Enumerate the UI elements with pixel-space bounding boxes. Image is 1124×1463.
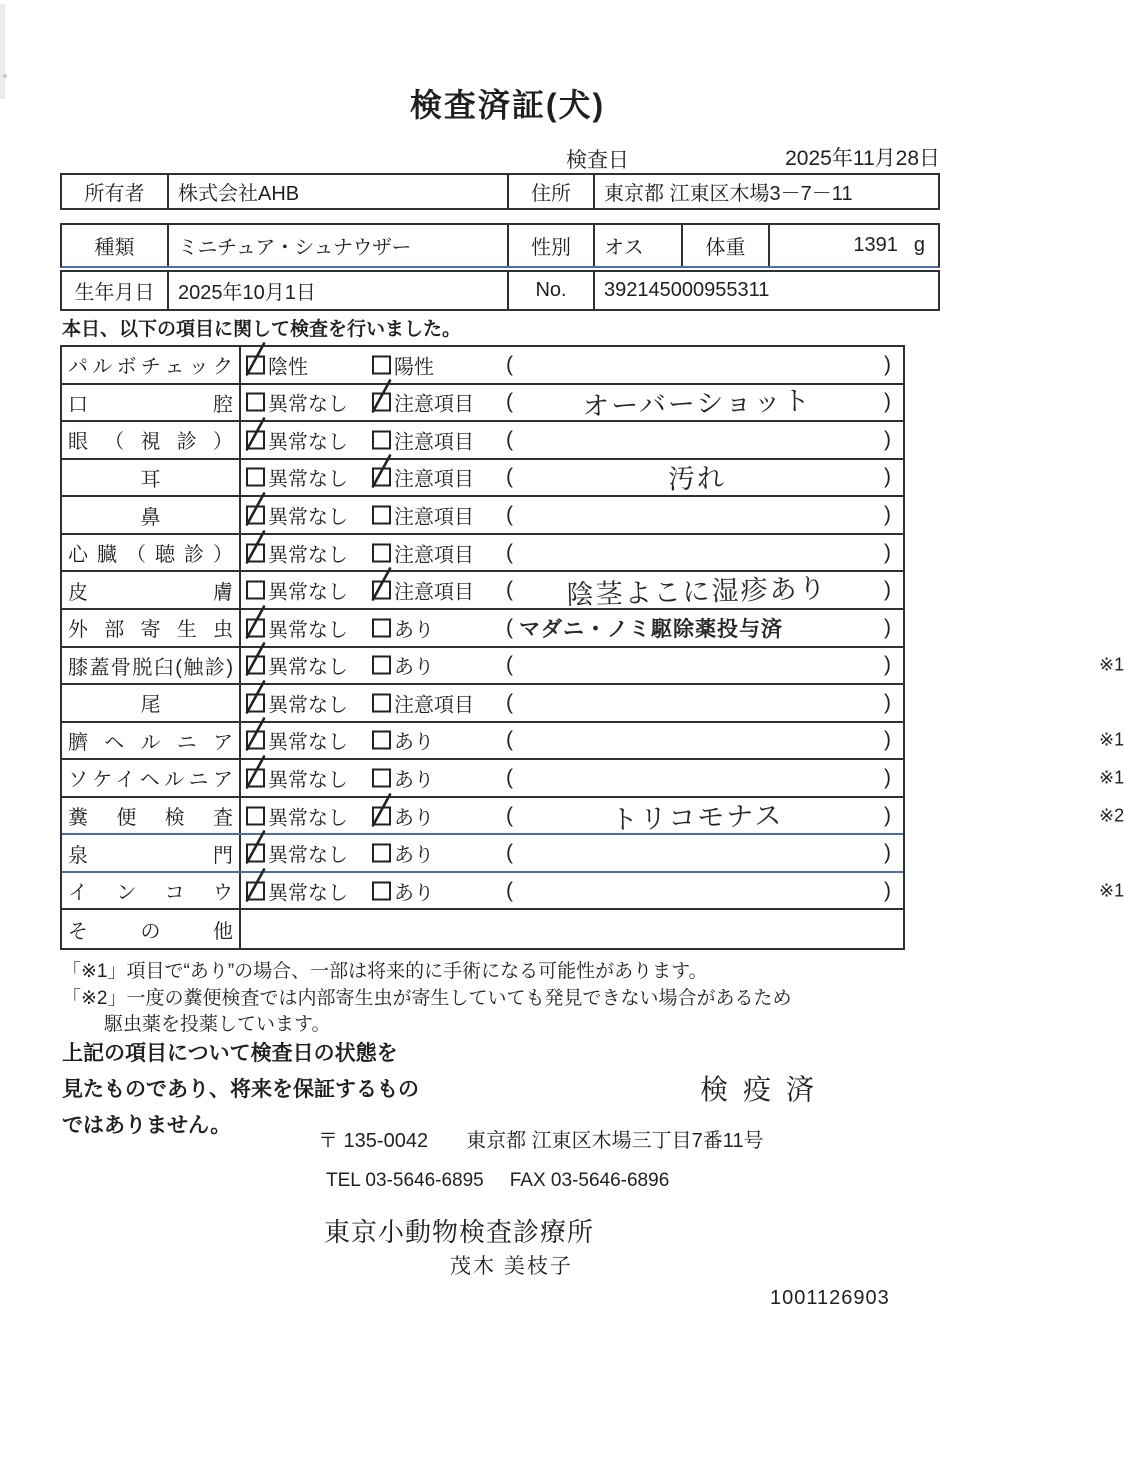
exam-item-label-cell (62, 835, 241, 871)
checkbox-checked-icon (246, 844, 265, 863)
checkbox-checked-icon (246, 693, 265, 712)
option-2-label: あり (394, 807, 434, 830)
option-1 (246, 763, 348, 792)
checklist-row (62, 610, 903, 648)
checklist-table (60, 345, 1124, 950)
note-paren-close: ) (884, 503, 891, 527)
option-2 (372, 763, 434, 792)
clinic-address: 東京都 江東区木場三丁目7番11号 (466, 1130, 764, 1152)
footnote-2-continued: 駆虫薬を投薬しています。 (104, 1014, 331, 1035)
checkbox-unchecked-icon (372, 543, 391, 562)
option-2-label: あり (394, 731, 434, 754)
exam-item-label: 鼻 (140, 506, 161, 529)
check-mark-icon (244, 866, 268, 904)
option-2 (372, 538, 474, 567)
option-1-label: 陰性 (268, 356, 308, 379)
check-mark-icon (244, 829, 268, 867)
checklist-row-body (241, 347, 903, 383)
checklist-row-body (241, 723, 1124, 759)
note-paren-open: ( (506, 690, 513, 714)
exam-note: 汚れ (667, 463, 727, 495)
checklist-row (62, 385, 903, 423)
checkbox-unchecked-icon (372, 881, 391, 900)
checklist-row (62, 798, 1124, 836)
exam-item-label-cell (62, 347, 241, 383)
checklist-row (62, 723, 1124, 761)
note-paren-open: ( (506, 765, 513, 789)
quarantine-stamp: 検疫済 (700, 1074, 830, 1105)
option-1-label: 異常なし (268, 694, 348, 717)
checkbox-unchecked-icon (246, 393, 265, 412)
clinic-tel: TEL 03-5646-6895 (326, 1170, 484, 1191)
exam-item-label-cell (62, 535, 241, 571)
option-2 (372, 876, 434, 905)
option-1 (246, 538, 348, 567)
check-mark-icon (244, 603, 268, 641)
option-2 (372, 463, 474, 492)
checklist-row-body (241, 910, 903, 948)
checklist-row-body (241, 648, 1124, 684)
option-2 (372, 613, 434, 642)
option-2-label: あり (394, 769, 434, 792)
exam-item-label: ソケイヘルニア (68, 769, 233, 792)
birthdate-number-row (60, 270, 940, 311)
clinic-postal-code: 〒 135-0042 (318, 1130, 429, 1152)
exam-item-label: 膝蓋骨脱臼(触診) (68, 656, 233, 679)
exam-item-label: 皮膚 (68, 581, 233, 604)
option-1-label: 異常なし (268, 468, 348, 491)
option-2 (372, 388, 474, 417)
checkbox-checked-icon (246, 881, 265, 900)
checklist-row (62, 685, 903, 723)
note-paren-open: ( (506, 390, 513, 414)
option-1 (246, 576, 348, 605)
sex-value: オス (593, 225, 681, 266)
disclaimer-line-2: 見たものであり、将来を保証するもの (62, 1078, 419, 1101)
exam-item-label-cell (62, 572, 241, 608)
checkbox-unchecked-icon (372, 731, 391, 750)
option-1-label: 異常なし (268, 619, 348, 642)
check-mark-icon (370, 453, 394, 491)
option-2 (372, 726, 434, 755)
checkbox-checked-icon (372, 806, 391, 825)
option-2-label: あり (394, 882, 434, 905)
option-1 (246, 801, 348, 830)
checkbox-checked-icon (372, 581, 391, 600)
breed-value: ミニチュア・シュナウザー (167, 225, 507, 266)
option-1-label: 異常なし (268, 769, 348, 792)
checklist-row-body (241, 460, 903, 496)
reference-mark: ※1 (1099, 880, 1124, 901)
owner-value: 株式会社AHB (167, 175, 507, 208)
option-2 (372, 839, 434, 868)
note-paren-close: ) (884, 690, 891, 714)
footnote-2: 「※2」一度の糞便検査では内部寄生虫が寄生していても発見できない場合があるため (62, 988, 792, 1009)
examiner-name: 茂木 美枝子 (450, 1255, 573, 1278)
option-2-label: 注意項目 (394, 544, 474, 567)
note-paren-close: ) (884, 390, 891, 414)
note-paren-open: ( (506, 728, 513, 752)
note-paren-open: ( (506, 427, 513, 451)
option-1 (246, 613, 348, 642)
check-mark-icon (244, 678, 268, 716)
exam-item-label: 眼（視診） (68, 431, 233, 454)
checkbox-unchecked-icon (372, 355, 391, 374)
option-2-label: あり (394, 619, 434, 642)
option-2 (372, 576, 474, 605)
checklist-row (62, 760, 1124, 798)
reference-mark: ※1 (1099, 729, 1124, 750)
checklist-row-body (241, 422, 903, 458)
exam-item-label: 糞便検査 (68, 807, 233, 830)
checkbox-unchecked-icon (372, 656, 391, 675)
exam-date-value: 2025年11月28日 (785, 147, 940, 170)
exam-item-label-cell (62, 873, 241, 909)
checklist-row-body (241, 572, 903, 611)
page-title: 検査済証(犬) (409, 87, 606, 123)
option-1 (246, 350, 308, 379)
disclaimer-line-3: ではありません。 (62, 1114, 232, 1137)
option-1-label: 異常なし (268, 506, 348, 529)
option-1 (246, 726, 348, 755)
address-label: 住所 (507, 175, 593, 208)
exam-note: オーバーショット (581, 386, 813, 423)
checklist-row (62, 910, 903, 948)
note-paren-open: ( (506, 578, 513, 602)
note-paren-close: ) (884, 878, 891, 902)
note-paren-close: ) (884, 728, 891, 752)
reference-mark: ※1 (1099, 767, 1124, 788)
exam-item-label-cell (62, 723, 241, 759)
option-1 (246, 501, 348, 530)
check-mark-icon (244, 716, 268, 754)
checkbox-checked-icon (372, 468, 391, 487)
option-2-label: あり (394, 656, 434, 679)
option-1-label: 異常なし (268, 431, 348, 454)
disclaimer-line-1: 上記の項目について検査日の状態を (62, 1042, 398, 1065)
note-paren-open: ( (506, 803, 513, 827)
scan-artifact-dot (3, 74, 7, 78)
option-2-label: 注意項目 (394, 694, 474, 717)
check-mark-icon (244, 340, 268, 378)
option-2 (372, 501, 474, 530)
checklist-row-body (241, 873, 1124, 909)
checklist-row-body (241, 835, 903, 871)
owner-label: 所有者 (84, 183, 145, 205)
checkbox-checked-icon (246, 656, 265, 675)
exam-item-label: 耳 (140, 468, 161, 491)
option-1-label: 異常なし (268, 882, 348, 905)
exam-item-label: 臍ヘルニア (68, 731, 233, 754)
exam-item-label-cell (62, 760, 241, 796)
weight-label: 体重 (681, 225, 768, 266)
option-2 (372, 688, 474, 717)
reference-mark: ※2 (1099, 805, 1124, 826)
checkbox-checked-icon (246, 355, 265, 374)
exam-item-label-cell (62, 798, 241, 834)
option-2-label: 注意項目 (394, 581, 474, 604)
option-2 (372, 425, 474, 454)
checkbox-unchecked-icon (246, 581, 265, 600)
owner-address-row (60, 173, 940, 210)
exam-item-label-cell (62, 460, 241, 496)
note-paren-open: ( (506, 841, 513, 865)
checkbox-unchecked-icon (372, 768, 391, 787)
checklist-row-body (241, 685, 903, 721)
exam-item-label: 心臓（聴診） (68, 544, 233, 567)
option-1 (246, 688, 348, 717)
exam-item-label: 泉門 (68, 844, 233, 867)
option-2 (372, 651, 434, 680)
option-1-label: 異常なし (268, 393, 348, 416)
checklist-row-body (241, 385, 903, 421)
weight-unit: g (913, 234, 925, 256)
checklist-row (62, 572, 903, 610)
clinic-address-line (318, 1124, 764, 1153)
checkbox-checked-icon (246, 506, 265, 525)
option-1 (246, 839, 348, 868)
checkbox-checked-icon (246, 543, 265, 562)
sex-label: 性別 (507, 225, 593, 266)
note-paren-open: ( (506, 615, 513, 639)
checklist-row-body (241, 535, 903, 571)
option-2-label: 注意項目 (394, 393, 474, 416)
checkbox-unchecked-icon (372, 506, 391, 525)
option-2 (372, 801, 434, 830)
note-paren-close: ) (884, 653, 891, 677)
exam-item-label-cell (62, 610, 241, 646)
checkbox-checked-icon (246, 768, 265, 787)
checklist-row-body (241, 610, 903, 646)
checkbox-checked-icon (246, 618, 265, 637)
option-1 (246, 388, 348, 417)
exam-item-label: 外部寄生虫 (68, 619, 233, 642)
option-1-label: 異常なし (268, 731, 348, 754)
note-paren-open: ( (506, 878, 513, 902)
option-2-label: 注意項目 (394, 468, 474, 491)
note-paren-open: ( (506, 352, 513, 376)
clinic-telfax-line (326, 1170, 669, 1192)
option-1 (246, 425, 348, 454)
checkbox-unchecked-icon (372, 430, 391, 449)
footnote-1: 「※1」項目で“あり”の場合、一部は将来的に手術になる可能性があります。 (62, 961, 708, 982)
option-1-label: 異常なし (268, 544, 348, 567)
exam-item-label-cell (62, 648, 241, 684)
birthdate-label: 生年月日 (74, 282, 155, 304)
checkbox-unchecked-icon (372, 618, 391, 637)
note-paren-close: ) (884, 540, 891, 564)
option-1 (246, 463, 348, 492)
checklist-row (62, 873, 1124, 911)
checkbox-unchecked-icon (246, 468, 265, 487)
option-1 (246, 876, 348, 905)
note-paren-open: ( (506, 653, 513, 677)
checklist-row-body (241, 497, 903, 533)
check-mark-icon (370, 566, 394, 604)
checklist-row-body (241, 760, 1124, 796)
checklist-row (62, 497, 903, 535)
option-2 (372, 350, 434, 379)
check-mark-icon (370, 791, 394, 829)
note-paren-close: ) (884, 427, 891, 451)
check-mark-icon (244, 753, 268, 791)
option-1-label: 異常なし (268, 844, 348, 867)
option-2-label: 陽性 (394, 356, 434, 379)
checkbox-checked-icon (246, 731, 265, 750)
note-paren-close: ) (884, 841, 891, 865)
exam-note: 陰茎よこに湿疹あり (566, 573, 828, 611)
option-2-label: あり (394, 844, 434, 867)
checklist-row (62, 648, 1124, 686)
reference-mark: ※1 (1099, 654, 1124, 675)
exam-item-label: 口腔 (68, 393, 233, 416)
note-paren-open: ( (506, 503, 513, 527)
check-mark-icon (244, 528, 268, 566)
breed-sex-weight-row (60, 223, 940, 268)
exam-item-label-cell (62, 685, 241, 721)
number-label: No. (507, 272, 593, 309)
exam-date-label: 検査日 (566, 149, 629, 172)
note-paren-close: ) (884, 615, 891, 639)
clinic-name: 東京小動物検査診療所 (324, 1217, 595, 1247)
note-paren-close: ) (884, 578, 891, 602)
option-2-label: 注意項目 (394, 431, 474, 454)
checkbox-checked-icon (372, 393, 391, 412)
note-paren-close: ) (884, 765, 891, 789)
exam-item-label-cell (62, 385, 241, 421)
checklist-row-body (241, 798, 1124, 835)
note-paren-open: ( (506, 465, 513, 489)
note-paren-close: ) (884, 352, 891, 376)
exam-item-label: その他 (68, 920, 233, 943)
option-2-label: 注意項目 (394, 506, 474, 529)
exam-item-label: インコウ (68, 882, 233, 905)
clinic-fax: FAX 03-5646-6896 (509, 1170, 670, 1191)
checkbox-unchecked-icon (372, 844, 391, 863)
note-paren-open: ( (506, 540, 513, 564)
breed-label: 種類 (94, 237, 135, 259)
check-mark-icon (370, 378, 394, 416)
exam-item-label-cell (62, 422, 241, 458)
check-mark-icon (244, 491, 268, 529)
checklist-row (62, 460, 903, 498)
checkbox-unchecked-icon (372, 693, 391, 712)
exam-note: マダニ・ノミ駆除薬投与済 (519, 617, 783, 641)
option-1-label: 異常なし (268, 656, 348, 679)
exam-item-label-cell (62, 910, 241, 948)
check-mark-icon (244, 641, 268, 679)
option-1 (246, 651, 348, 680)
checkbox-unchecked-icon (246, 806, 265, 825)
intro-text: 本日、以下の項目に関して検査を行いました。 (62, 319, 462, 340)
weight-value: 1391 (853, 234, 898, 256)
serial-number: 1001126903 (770, 1287, 890, 1309)
exam-item-label: パルボチェック (68, 356, 233, 379)
exam-item-label-cell (62, 497, 241, 533)
address-value: 東京都 江東区木場3－7－11 (593, 175, 938, 208)
exam-note: トリコモナス (610, 799, 784, 835)
checklist-row (62, 835, 903, 873)
checkbox-checked-icon (246, 430, 265, 449)
number-value: 392145000955311 (593, 272, 938, 309)
option-1-label: 異常なし (268, 807, 348, 830)
note-paren-close: ) (884, 465, 891, 489)
option-1-label: 異常なし (268, 581, 348, 604)
birthdate-value: 2025年10月1日 (167, 272, 507, 309)
note-paren-close: ) (884, 803, 891, 827)
exam-item-label: 尾 (140, 694, 161, 717)
weight-value-cell (768, 225, 938, 266)
check-mark-icon (244, 415, 268, 453)
